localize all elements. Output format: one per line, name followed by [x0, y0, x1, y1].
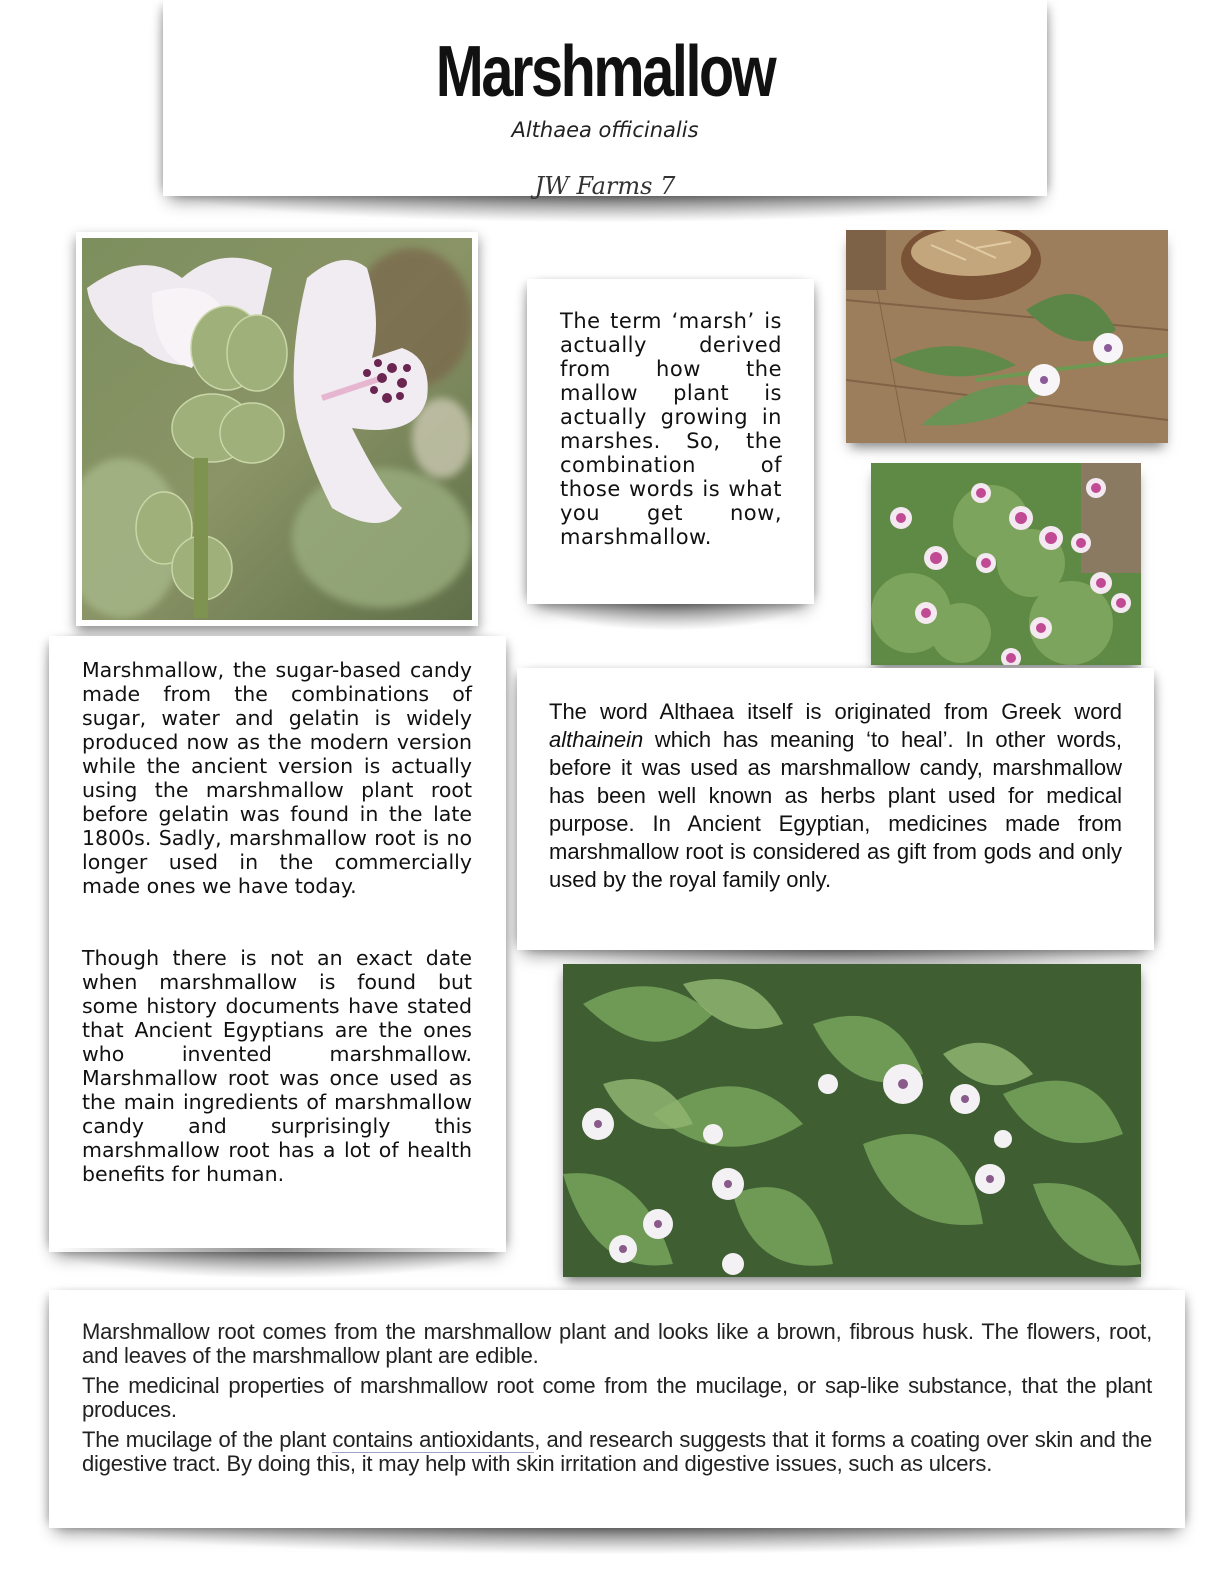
althaea-origin-text — [549, 698, 1122, 894]
history-paragraph-2: Though there is not an exact date when marshmallow is found but some history documents have stated that Ancient Egyptians are the ones who invented marshmallow. Marshmallow root was once used as the main ingredients of marshmallow candy and surprisingly this marshmallow root has a lot of health benefits for human. — [82, 946, 472, 1186]
althaea-origin-card — [517, 668, 1154, 950]
history-paragraph-1: Marshmallow, the sugar-based candy made from the combinations of sugar, water and gelatin is widely produced now as the modern version while the ancient version is actually using the marshmallow plant root before gelatin was found in the late 1800s. Sadly, marshmallow root is no longer used in the commercially made ones we have today. — [82, 658, 472, 898]
byline: JW Farms 7 — [534, 172, 676, 200]
pink-mallow-image — [871, 463, 1141, 665]
photo-pink-mallow — [871, 463, 1141, 665]
page-title: Marshmallow — [435, 32, 775, 112]
root-info-card — [49, 1290, 1185, 1528]
photo-dried-root — [846, 230, 1168, 443]
marshmallow-bush-image — [563, 964, 1141, 1277]
term-origin-card — [527, 279, 814, 604]
dried-root-image — [846, 230, 1168, 443]
term-origin-text: The term ‘marsh’ is actually derived from how the mallow plant is actually growing in marshes. So, the combination of those words is what you get now, marshmallow. — [560, 309, 782, 549]
photo-marshmallow-bush — [563, 964, 1141, 1277]
greek-word: althainein — [549, 727, 644, 752]
althaea-text-start: The word Althaea itself is originated from Greek word — [549, 699, 1122, 724]
antioxidants-link[interactable]: contains antioxidants — [332, 1427, 535, 1452]
root-p3-start: The mucilage of the plant — [82, 1427, 333, 1452]
photo-flower-closeup — [76, 232, 478, 626]
header-card — [163, 0, 1047, 200]
root-p3-end: , and research suggests that it forms a coating over skin and the digestive tract. By doing this, it may help with skin irritation and digestive issues, such as ulcers. — [82, 1427, 1152, 1476]
root-paragraph-3 — [82, 1428, 1152, 1476]
althaea-text-end: which has meaning ‘to heal’. In other words, before it was used as marshmallow candy, marshmallow has been well known as herbs plant used for medical purpose. In Ancient Egyptian, medicines made from marshmallow root is considered as gift from gods and only used by the royal family only. — [549, 727, 1122, 892]
history-card — [49, 636, 506, 1252]
root-paragraph-2: The medicinal properties of marshmallow root come from the mucilage, or sap-like substance, that the plant produces. — [82, 1373, 1152, 1422]
flower-closeup-image — [82, 238, 472, 620]
root-paragraph-1: Marshmallow root comes from the marshmallow plant and looks like a brown, fibrous husk. The flowers, root, and leaves of the marshmallow plant are edible. — [82, 1319, 1152, 1368]
scientific-name: Althaea officinalis — [511, 118, 699, 142]
